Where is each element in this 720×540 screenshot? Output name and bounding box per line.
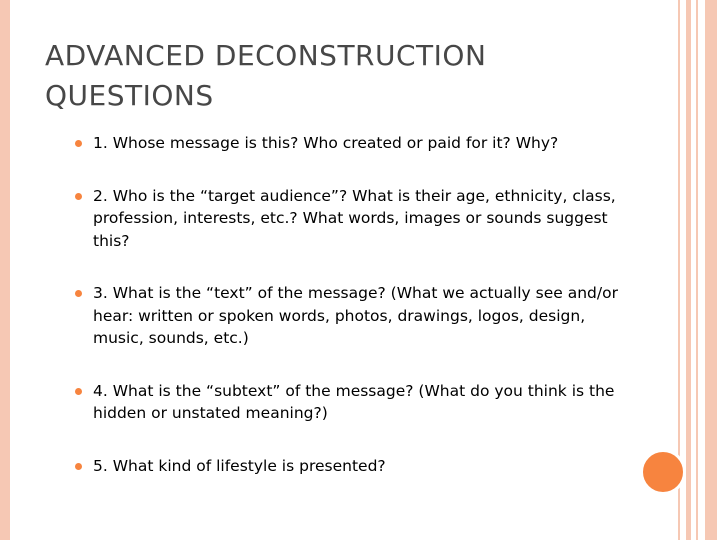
bullet-dot-icon (75, 388, 82, 395)
bullet-dot-icon (75, 463, 82, 470)
right-border-stripe (696, 0, 698, 540)
bullet-text: 4. What is the “subtext” of the message? (What do you think is the hidden or unstated meaning?) (93, 381, 615, 422)
right-border-stripe (686, 0, 691, 540)
bullet-item (76, 132, 636, 155)
bullet-dot-icon (75, 140, 82, 147)
bullet-item (76, 380, 636, 425)
slide-title: ADVANCED DECONSTRUCTION QUESTIONS (45, 39, 487, 112)
bullet-dot-icon (75, 193, 82, 200)
right-border-stripe (705, 0, 717, 540)
accent-circle (640, 449, 686, 495)
bullet-item (76, 282, 636, 350)
bullet-item (76, 455, 636, 478)
bullet-text: 1. Whose message is this? Who created or paid for it? Why? (93, 134, 559, 152)
bullet-dot-icon (75, 290, 82, 297)
bullet-item (76, 185, 636, 253)
bullet-list (76, 132, 636, 507)
bullet-text: 5. What kind of lifestyle is presented? (93, 456, 386, 475)
bullet-text: 3. What is the “text” of the message? (What we actually see and/or hear: written or spoken words, photos, drawings, logos, design, music, sounds, etc.) (93, 284, 618, 347)
bullet-text: 2. Who is the “target audience”? What is their age, ethnicity, class, profession, interests, etc.? What words, images or sounds suggest this? (93, 186, 616, 250)
left-border-stripe (0, 0, 10, 540)
